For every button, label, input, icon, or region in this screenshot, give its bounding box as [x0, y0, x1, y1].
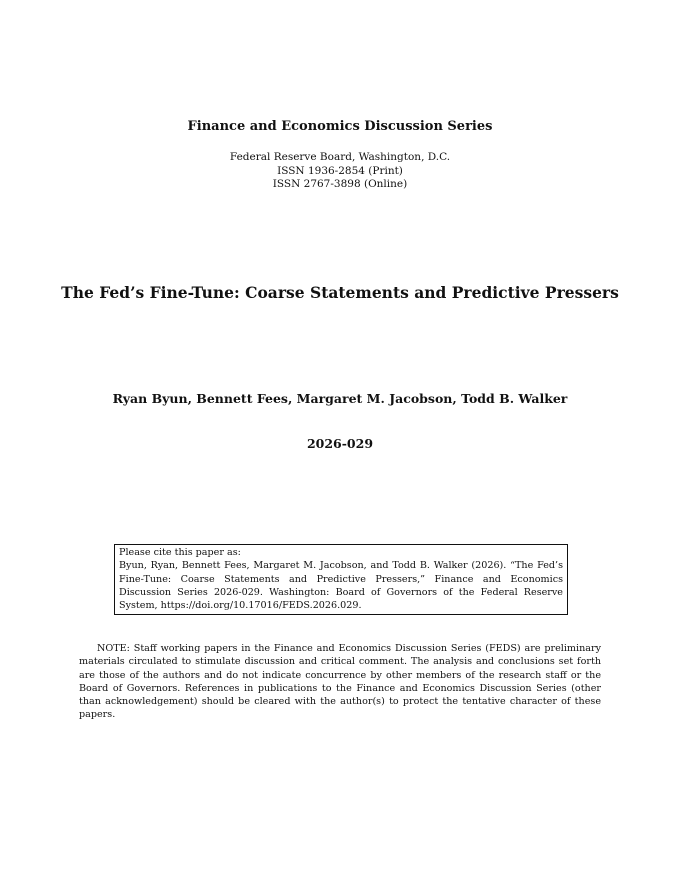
publisher-line: Federal Reserve Board, Washington, D.C.: [229, 151, 451, 163]
paper-title: The Fed’s Fine-Tune: Coarse Statements and Predictive Pressers: [61, 283, 619, 302]
authors: Ryan Byun, Bennett Fees, Margaret M. Jacobson, Todd B. Walker: [112, 391, 568, 406]
disclaimer-note: NOTE: Staff working papers in the Finance and Economics Discussion Series (FEDS) are preliminary materials circulated to stimulate discussion and critical comment. The analysis and conclusions set forth are those of the authors and do not indicate concurrence by other members of the research staff or the Board of Governors. References in publications to the Finance and Economics Discussion Series (other than acknowledgement) should be cleared with the author(s) to protect the tentative character of these papers.: [79, 643, 601, 721]
issn-print: ISSN 1936-2854 (Print): [277, 164, 403, 177]
series-title: Finance and Economics Discussion Series: [187, 119, 493, 134]
citation-text: Byun, Ryan, Bennett Fees, Margaret M. Jacobson, and Todd B. Walker (2026). “The Fed’s Fine-Tune: Coarse Statements and Predictive Pressers,” Finance and Economics Discussion Series 2026-029. Washington: Board of Governors of the Federal Reserve System, https://doi.org/10.17016/FEDS.2026.029.: [119, 560, 563, 612]
masthead: [0, 151, 680, 192]
issn-online: ISSN 2767-3898 (Online): [272, 178, 408, 190]
citation-label: Please cite this paper as:: [119, 547, 241, 558]
paper-number: 2026-029: [306, 436, 374, 451]
citation-box: [114, 544, 568, 615]
